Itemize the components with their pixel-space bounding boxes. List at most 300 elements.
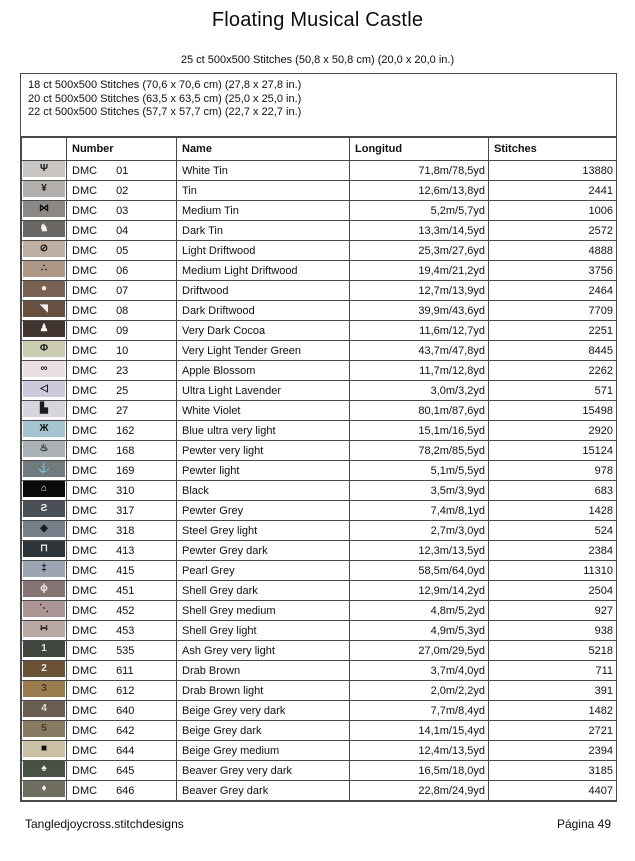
number-cell — [67, 601, 177, 621]
symbol-cell — [22, 441, 67, 461]
stitch-count: 1428 — [489, 501, 617, 521]
spade-symbol: ♠ — [41, 763, 47, 774]
brand-label: DMC — [72, 204, 98, 217]
brand-label: DMC — [72, 524, 98, 537]
table-row — [22, 681, 617, 701]
stitch-count: 391 — [489, 681, 617, 701]
color-code: 02 — [116, 184, 129, 197]
thread-length: 25,3m/27,6yd — [350, 241, 489, 261]
color-name: Drab Brown — [177, 661, 350, 681]
table-row — [22, 621, 617, 641]
color-swatch — [23, 781, 65, 797]
color-code: 01 — [116, 164, 129, 177]
color-swatch — [23, 341, 65, 357]
symbol-cell — [22, 741, 67, 761]
number-cell — [67, 181, 177, 201]
number-cell — [67, 321, 177, 341]
color-code: 415 — [116, 564, 135, 577]
thread-length: 80,1m/87,6yd — [350, 401, 489, 421]
fabric-option-20ct: 20 ct 500x500 Stitches (63,5 x 63,5 cm) (25,0 x 25,0 in.) — [28, 92, 302, 105]
color-code: 612 — [116, 684, 135, 697]
table-row — [22, 241, 617, 261]
pentagon-symbol: ♟ — [39, 323, 49, 334]
heavy-cross-symbol: Ж — [39, 423, 49, 434]
infinity-symbol: ∞ — [40, 363, 48, 374]
thread-length: 27,0m/29,5yd — [350, 641, 489, 661]
diamond-symbol: ◈ — [40, 523, 48, 534]
color-code: 04 — [116, 224, 129, 237]
double-dagger-symbol: ‡ — [41, 563, 47, 574]
symbol-cell — [22, 301, 67, 321]
symbol-cell — [22, 241, 67, 261]
number-cell — [67, 201, 177, 221]
brand-label: DMC — [72, 184, 98, 197]
stitch-count: 7709 — [489, 301, 617, 321]
brand-label: DMC — [72, 364, 98, 377]
brand-label: DMC — [72, 544, 98, 557]
color-swatch — [23, 261, 65, 277]
color-name: Medium Light Driftwood — [177, 261, 350, 281]
color-name: Pewter very light — [177, 441, 350, 461]
color-code: 645 — [116, 764, 135, 777]
stitch-count: 2441 — [489, 181, 617, 201]
table-row — [22, 161, 617, 181]
thread-length: 19,4m/21,2yd — [350, 261, 489, 281]
stitch-count: 711 — [489, 661, 617, 681]
symbol-cell — [22, 761, 67, 781]
thread-length: 11,7m/12,8yd — [350, 361, 489, 381]
color-swatch — [23, 621, 65, 637]
color-swatch — [23, 361, 65, 377]
table-row — [22, 561, 617, 581]
thread-length: 12,6m/13,8yd — [350, 181, 489, 201]
brand-label: DMC — [72, 164, 98, 177]
brand-label: DMC — [72, 464, 98, 477]
number-cell — [67, 261, 177, 281]
color-code: 06 — [116, 264, 129, 277]
stitch-count: 2464 — [489, 281, 617, 301]
table-row — [22, 281, 617, 301]
table-row — [22, 501, 617, 521]
thread-length: 12,3m/13,5yd — [350, 541, 489, 561]
symbol-cell — [22, 661, 67, 681]
thread-length: 12,7m/13,9yd — [350, 281, 489, 301]
table-row — [22, 541, 617, 561]
symbol-cell — [22, 321, 67, 341]
table-row — [22, 781, 617, 801]
thread-length: 3,7m/4,0yd — [350, 661, 489, 681]
digit-5-symbol: 5 — [41, 723, 47, 734]
color-swatch — [23, 721, 65, 737]
black-square-symbol: ■ — [40, 743, 48, 754]
symbol-cell — [22, 781, 67, 801]
color-code: 413 — [116, 544, 135, 557]
name-column-header: Name — [177, 138, 350, 161]
thread-length: 71,8m/78,5yd — [350, 161, 489, 181]
color-name: Dark Tin — [177, 221, 350, 241]
symbol-cell — [22, 401, 67, 421]
brand-label: DMC — [72, 784, 98, 797]
stitch-count: 2504 — [489, 581, 617, 601]
stitch-count: 2251 — [489, 321, 617, 341]
color-name: Beige Grey dark — [177, 721, 350, 741]
number-cell — [67, 521, 177, 541]
color-code: 453 — [116, 624, 135, 637]
number-cell — [67, 301, 177, 321]
color-swatch — [23, 581, 65, 597]
symbol-cell — [22, 181, 67, 201]
phi-slash-symbol: ɸ — [40, 583, 48, 594]
quarter-block-symbol: ▙ — [40, 403, 48, 414]
color-code: 07 — [116, 284, 129, 297]
color-name: White Violet — [177, 401, 350, 421]
color-code: 640 — [116, 704, 135, 717]
brand-label: DMC — [72, 404, 98, 417]
color-code: 05 — [116, 244, 129, 257]
table-row — [22, 401, 617, 421]
brand-label: DMC — [72, 304, 98, 317]
stitch-count: 2920 — [489, 421, 617, 441]
number-cell — [67, 681, 177, 701]
fabric-options-box — [21, 74, 616, 137]
thread-length: 4,9m/5,3yd — [350, 621, 489, 641]
color-name: Pewter light — [177, 461, 350, 481]
color-swatch — [23, 281, 65, 297]
brand-label: DMC — [72, 324, 98, 337]
stitch-count: 927 — [489, 601, 617, 621]
figure-symbol: ♞ — [39, 223, 49, 234]
color-code: 642 — [116, 724, 135, 737]
brand-label: DMC — [72, 644, 98, 657]
brand-label: DMC — [72, 724, 98, 737]
color-code: 451 — [116, 584, 135, 597]
color-code: 318 — [116, 524, 135, 537]
table-header — [22, 138, 617, 161]
color-code: 168 — [116, 444, 135, 457]
stitch-count: 3756 — [489, 261, 617, 281]
color-name: Shell Grey medium — [177, 601, 350, 621]
color-name: Black — [177, 481, 350, 501]
number-cell — [67, 401, 177, 421]
brand-label: DMC — [72, 704, 98, 717]
thread-length: 16,5m/18,0yd — [350, 761, 489, 781]
stitch-count: 8445 — [489, 341, 617, 361]
padlock-symbol: ⌂ — [40, 483, 48, 494]
symbol-cell — [22, 381, 67, 401]
symbol-cell — [22, 581, 67, 601]
color-code: 611 — [116, 664, 134, 677]
symbol-cell — [22, 361, 67, 381]
table-row — [22, 581, 617, 601]
color-code: 644 — [116, 744, 135, 757]
number-cell — [67, 581, 177, 601]
symbol-column-header — [22, 138, 67, 161]
symbol-cell — [22, 261, 67, 281]
number-cell — [67, 441, 177, 461]
symbol-cell — [22, 601, 67, 621]
stitch-count: 2572 — [489, 221, 617, 241]
color-name: Beaver Grey dark — [177, 781, 350, 801]
bowtie-symbol: ⋈ — [39, 203, 49, 214]
phi-symbol: Φ — [39, 343, 49, 354]
digit-3-symbol: 3 — [41, 683, 47, 694]
number-cell — [67, 481, 177, 501]
triple-dots-symbol: ∴ — [40, 263, 48, 274]
table-row — [22, 301, 617, 321]
color-name: Pewter Grey — [177, 501, 350, 521]
brand-label: DMC — [72, 484, 98, 497]
color-swatch — [23, 681, 65, 697]
brand-label: DMC — [72, 744, 98, 757]
color-swatch — [23, 501, 65, 517]
color-swatch — [23, 561, 65, 577]
thread-length: 39,9m/43,6yd — [350, 301, 489, 321]
thread-length: 2,0m/2,2yd — [350, 681, 489, 701]
number-cell — [67, 701, 177, 721]
number-cell — [67, 641, 177, 661]
microphone-symbol: Ψ — [39, 163, 49, 174]
number-cell — [67, 461, 177, 481]
color-name: Beaver Grey very dark — [177, 761, 350, 781]
symbol-cell — [22, 281, 67, 301]
color-name: Very Dark Cocoa — [177, 321, 350, 341]
color-code: 535 — [116, 644, 135, 657]
thread-length: 5,1m/5,5yd — [350, 461, 489, 481]
color-swatch — [23, 381, 65, 397]
color-name: Ultra Light Lavender — [177, 381, 350, 401]
number-cell — [67, 281, 177, 301]
color-code: 10 — [116, 344, 129, 357]
thread-length: 7,4m/8,1yd — [350, 501, 489, 521]
key-container — [20, 73, 617, 802]
table-row — [22, 381, 617, 401]
color-swatch — [23, 241, 65, 257]
stitch-count: 15124 — [489, 441, 617, 461]
thread-length: 12,9m/14,2yd — [350, 581, 489, 601]
number-cell — [67, 241, 177, 261]
symbol-cell — [22, 201, 67, 221]
number-cell — [67, 381, 177, 401]
drop-symbol: ● — [40, 283, 48, 294]
header-row — [22, 138, 617, 161]
symbol-cell — [22, 721, 67, 741]
table-row — [22, 201, 617, 221]
color-code: 27 — [116, 404, 129, 417]
symbol-cell — [22, 341, 67, 361]
color-swatch — [23, 401, 65, 417]
digit-1-symbol: 1 — [41, 643, 47, 654]
symbol-cell — [22, 701, 67, 721]
brand-label: DMC — [72, 344, 98, 357]
thread-length: 3,0m/3,2yd — [350, 381, 489, 401]
anchor-symbol: ⚓ — [37, 463, 51, 474]
stitch-count: 1006 — [489, 201, 617, 221]
left-bracket-symbol: ◁ — [40, 383, 48, 394]
color-swatch — [23, 421, 65, 437]
symbol-cell — [22, 681, 67, 701]
table-row — [22, 261, 617, 281]
brand-label: DMC — [72, 284, 98, 297]
table-row — [22, 481, 617, 501]
color-name: Apple Blossom — [177, 361, 350, 381]
diagonal-dots-symbol: ⋱ — [39, 603, 49, 614]
brand-label: DMC — [72, 224, 98, 237]
color-name: Shell Grey dark — [177, 581, 350, 601]
table-row — [22, 521, 617, 541]
symbol-cell — [22, 221, 67, 241]
stitch-count: 13880 — [489, 161, 617, 181]
bench-symbol: ⊓ — [40, 543, 48, 554]
color-swatch — [23, 601, 65, 617]
color-name: Steel Grey light — [177, 521, 350, 541]
color-swatch — [23, 741, 65, 757]
color-name: Drab Brown light — [177, 681, 350, 701]
stitch-count: 2384 — [489, 541, 617, 561]
stitch-count: 3185 — [489, 761, 617, 781]
color-code: 169 — [116, 464, 135, 477]
table-row — [22, 361, 617, 381]
symbol-cell — [22, 501, 67, 521]
thread-length: 7,7m/8,4yd — [350, 701, 489, 721]
stitch-count: 1482 — [489, 701, 617, 721]
table-row — [22, 601, 617, 621]
table-row — [22, 441, 617, 461]
brand-label: DMC — [72, 584, 98, 597]
brand-label: DMC — [72, 384, 98, 397]
stitch-count: 4407 — [489, 781, 617, 801]
number-cell — [67, 221, 177, 241]
color-swatch — [23, 521, 65, 537]
brand-label: DMC — [72, 564, 98, 577]
number-cell — [67, 541, 177, 561]
table-row — [22, 421, 617, 441]
claw-symbol: ¥ — [41, 183, 47, 194]
table-row — [22, 721, 617, 741]
color-swatch — [23, 301, 65, 317]
digit-2-symbol: 2 — [41, 663, 47, 674]
symbol-cell — [22, 481, 67, 501]
color-code: 03 — [116, 204, 129, 217]
color-name: Beige Grey medium — [177, 741, 350, 761]
dots-dash-symbol: ∺ — [39, 623, 49, 634]
stitch-count: 2394 — [489, 741, 617, 761]
corner-square-symbol: ◥ — [40, 303, 48, 314]
fabric-option-22ct: 22 ct 500x500 Stitches (57,7 x 57,7 cm) (22,7 x 22,7 in.) — [28, 106, 302, 118]
color-code: 317 — [116, 504, 135, 517]
thread-length: 2,7m/3,0yd — [350, 521, 489, 541]
number-cell — [67, 741, 177, 761]
brand-label: DMC — [72, 504, 98, 517]
table-row — [22, 641, 617, 661]
color-swatch — [23, 701, 65, 717]
color-swatch — [23, 641, 65, 657]
color-swatch — [23, 541, 65, 557]
color-name: Beige Grey very dark — [177, 701, 350, 721]
stitch-count: 571 — [489, 381, 617, 401]
thread-length: 43,7m/47,8yd — [350, 341, 489, 361]
color-swatch — [23, 661, 65, 677]
thread-length: 5,2m/5,7yd — [350, 201, 489, 221]
symbol-cell — [22, 461, 67, 481]
thread-length: 14,1m/15,4yd — [350, 721, 489, 741]
color-key-rows — [22, 161, 617, 801]
color-name: Ash Grey very light — [177, 641, 350, 661]
color-name: Medium Tin — [177, 201, 350, 221]
symbol-cell — [22, 521, 67, 541]
number-cell — [67, 361, 177, 381]
fabric-size-subtitle: 25 ct 500x500 Stitches (50,8 x 50,8 cm) (20,0 x 20,0 in.) — [180, 54, 455, 66]
circle-slash-symbol: ⊘ — [39, 243, 49, 254]
stitch-count: 2262 — [489, 361, 617, 381]
color-code: 08 — [116, 304, 129, 317]
brand-label: DMC — [72, 764, 98, 777]
table-row — [22, 221, 617, 241]
thread-length: 4,8m/5,2yd — [350, 601, 489, 621]
color-name: Shell Grey light — [177, 621, 350, 641]
number-cell — [67, 561, 177, 581]
color-name: Tin — [177, 181, 350, 201]
color-code: 09 — [116, 324, 129, 337]
color-swatch — [23, 761, 65, 777]
thread-length: 58,5m/64,0yd — [350, 561, 489, 581]
stitch-count: 938 — [489, 621, 617, 641]
color-swatch — [23, 221, 65, 237]
color-name: Very Light Tender Green — [177, 341, 350, 361]
brand-label: DMC — [72, 684, 98, 697]
thread-length: 11,6m/12,7yd — [350, 321, 489, 341]
thread-length: 12,4m/13,5yd — [350, 741, 489, 761]
stitch-count: 978 — [489, 461, 617, 481]
lamp-symbol: ♨ — [39, 443, 49, 454]
stitch-count: 5218 — [489, 641, 617, 661]
color-code: 646 — [116, 784, 135, 797]
table-row — [22, 341, 617, 361]
color-swatch — [23, 161, 65, 177]
color-swatch — [23, 461, 65, 477]
fabric-option-18ct: 18 ct 500x500 Stitches (70,6 x 70,6 cm) (27,8 x 27,8 in.) — [28, 79, 302, 91]
brand-label: DMC — [72, 244, 98, 257]
color-name: White Tin — [177, 161, 350, 181]
table-row — [22, 461, 617, 481]
color-name: Pewter Grey dark — [177, 541, 350, 561]
designer-credit: Tangledjoycross.stitchdesigns — [25, 817, 184, 831]
stitch-count: 683 — [489, 481, 617, 501]
number-cell — [67, 161, 177, 181]
color-name: Dark Driftwood — [177, 301, 350, 321]
color-swatch — [23, 181, 65, 197]
table-row — [22, 701, 617, 721]
color-name: Driftwood — [177, 281, 350, 301]
table-row — [22, 761, 617, 781]
color-name: Light Driftwood — [177, 241, 350, 261]
thread-length: 15,1m/16,5yd — [350, 421, 489, 441]
symbol-cell — [22, 161, 67, 181]
page-footer — [20, 817, 617, 831]
thread-length: 78,2m/85,5yd — [350, 441, 489, 461]
color-swatch — [23, 481, 65, 497]
symbol-cell — [22, 641, 67, 661]
color-swatch — [23, 201, 65, 217]
color-code: 162 — [116, 424, 135, 437]
number-cell — [67, 781, 177, 801]
white-diamond-symbol: ♦ — [41, 783, 47, 794]
brand-label: DMC — [72, 604, 98, 617]
table-row — [22, 741, 617, 761]
color-swatch — [23, 321, 65, 337]
thread-length: 22,8m/24,9yd — [350, 781, 489, 801]
color-code: 310 — [116, 484, 135, 497]
brand-label: DMC — [72, 444, 98, 457]
